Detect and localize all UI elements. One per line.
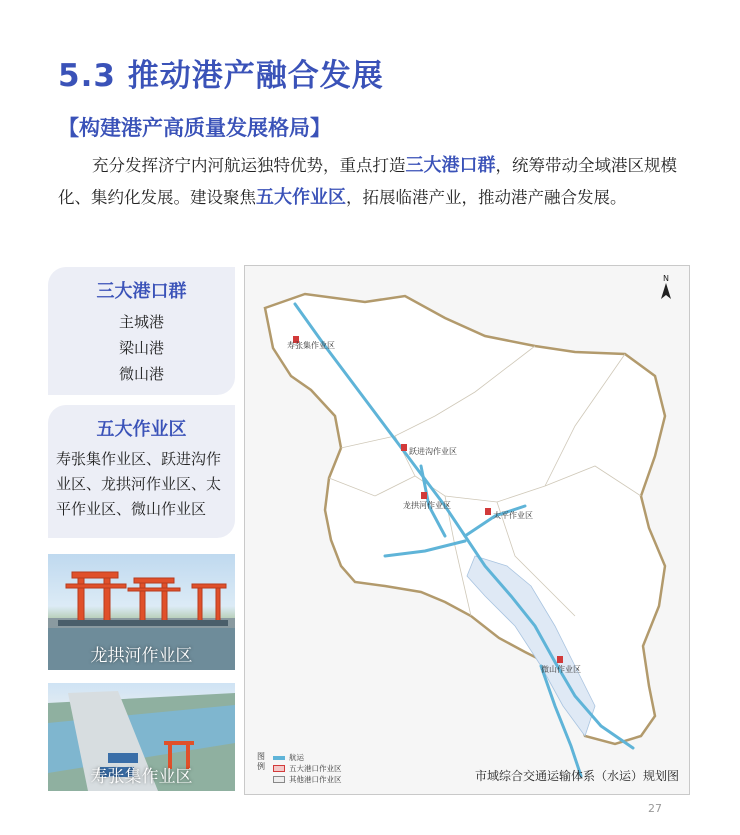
- legend-swatch: [273, 756, 285, 760]
- map-label-zone: 寿张集作业区: [287, 341, 335, 350]
- page-number: 27: [648, 802, 662, 815]
- legend-item-major-zone: [273, 763, 342, 774]
- map-legend: [257, 752, 377, 786]
- intro-paragraph: [58, 150, 688, 214]
- photo-caption: 龙拱河作业区: [90, 646, 193, 666]
- highlight-work-zones: 五大作业区: [256, 187, 346, 208]
- legend-title: 图例: [257, 752, 265, 771]
- para-text-3: ，拓展临港产业，推动港产融合发展。: [346, 188, 627, 207]
- section-title: 5.3 推动港产融合发展: [58, 58, 384, 94]
- para-text-1: 充分发挥济宁内河航运独特优势，重点打造: [92, 156, 406, 175]
- north-arrow-icon: [661, 283, 671, 299]
- legend-swatch: [273, 765, 285, 772]
- work-zones-list: 寿张集作业区、跃进沟作业区、龙拱河作业区、太平作业区、微山作业区: [56, 450, 222, 518]
- legend-item-waterway: [273, 752, 304, 763]
- port-item: 主城港: [118, 313, 164, 331]
- map-label-zone: 跃进沟作业区: [409, 447, 457, 456]
- north-arrow: [661, 274, 671, 301]
- port-groups-title: 三大港口群: [96, 281, 187, 302]
- photo-caption: 寿张集作业区: [90, 767, 193, 787]
- port-groups-card: [48, 267, 235, 395]
- shouzhangji-photo: [48, 683, 235, 791]
- legend-item-other-zone: [273, 774, 342, 785]
- legend-swatch: [273, 776, 285, 783]
- map-label-zone: 微山作业区: [541, 665, 581, 674]
- para-text-2: ，统筹带动全域港区规模化、集约化发展。建设聚焦: [58, 156, 677, 207]
- highlight-port-groups: 三大港口群: [405, 155, 496, 176]
- map-caption: 市域综合交通运输体系（水运）规划图: [474, 769, 679, 783]
- map-label-zone: 龙拱河作业区: [403, 501, 451, 510]
- subsection-title: 【构建港产高质量发展格局】: [58, 116, 331, 140]
- city-boundary: [265, 294, 665, 744]
- legend-label: 五大港口作业区: [289, 764, 342, 773]
- map-canvas: [245, 266, 689, 794]
- work-zones-card: [48, 405, 235, 538]
- waterway-planning-map: [244, 265, 690, 795]
- port-item: 梁山港: [118, 339, 164, 357]
- map-label-zone: 太平作业区: [493, 511, 533, 520]
- longgonghe-photo: [48, 554, 235, 670]
- north-letter: N: [663, 274, 669, 283]
- legend-label: 其他港口作业区: [289, 775, 342, 784]
- port-item: 微山港: [118, 365, 164, 383]
- work-zones-title: 五大作业区: [96, 419, 187, 440]
- legend-label: 航运: [289, 753, 304, 762]
